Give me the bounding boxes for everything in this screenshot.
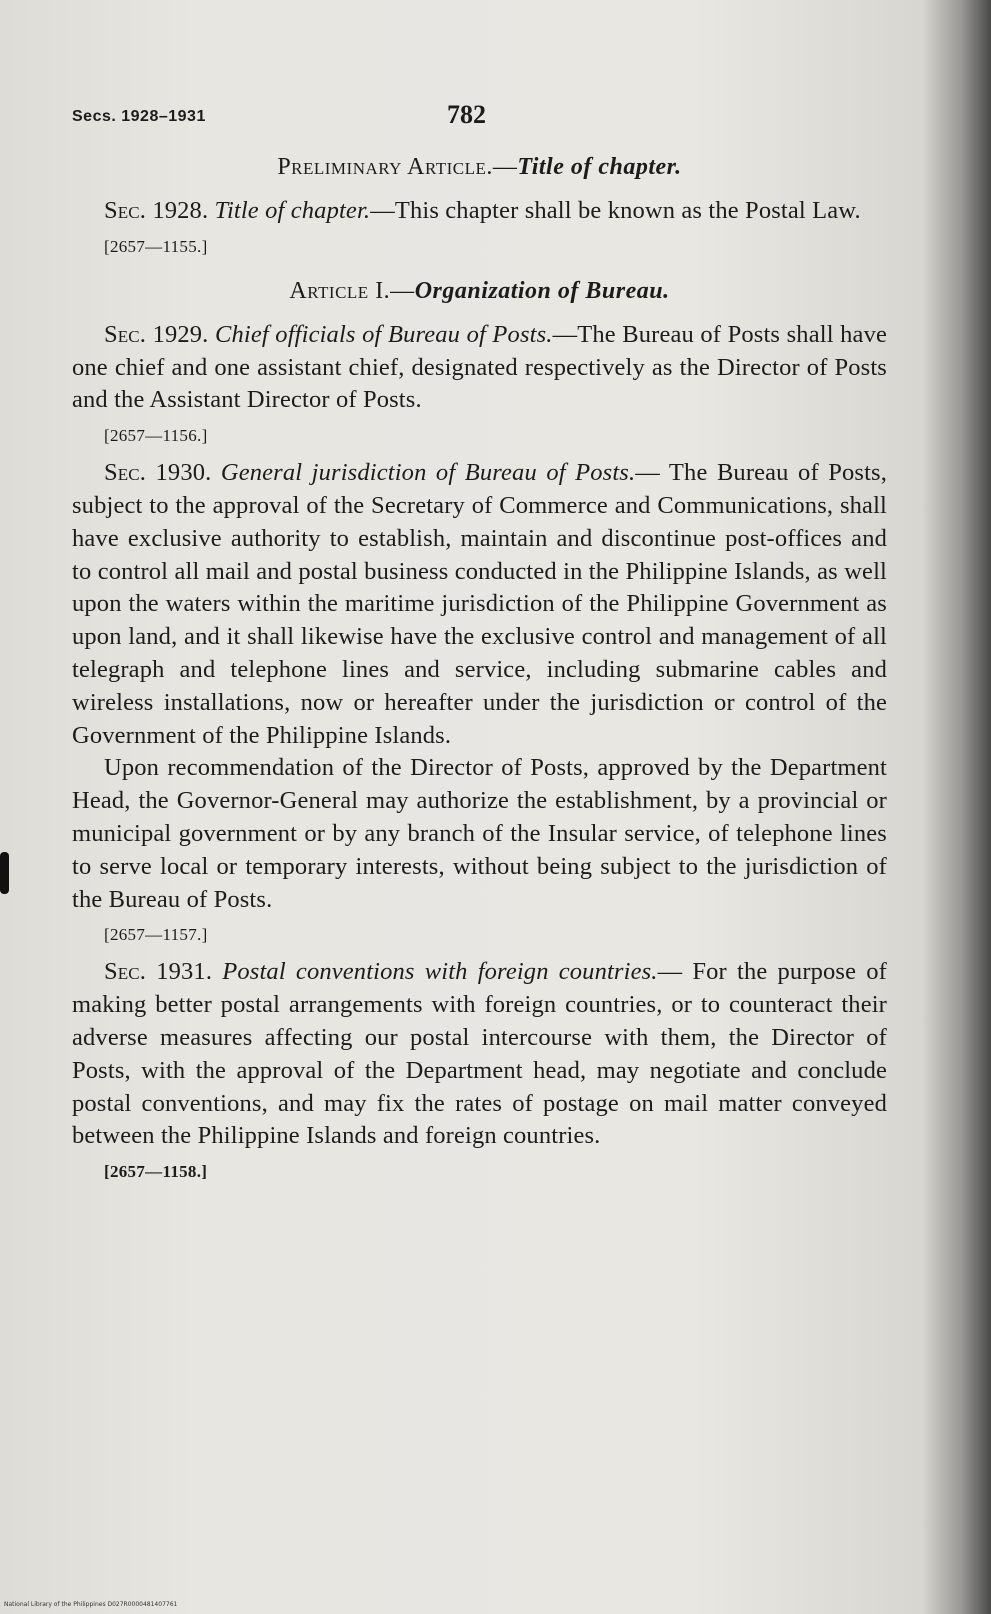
page-content [72, 100, 887, 1193]
running-head [72, 100, 887, 136]
article-1-heading: Article I.—Organization of Bureau. [289, 277, 670, 304]
reference-1157: [2657—1157.] [104, 925, 208, 945]
reference-1155: [2657—1155.] [104, 236, 208, 256]
section-1929: Sec. 1929. Chief officials of Bureau of Posts.—The Bureau of Posts shall have one chief and one assistant chief, designated respectively as the Director of Posts and the Assistant Director of Posts. [72, 320, 887, 414]
binding-mark [0, 852, 9, 894]
section-1928: Sec. 1928. Title of chapter.—This chapter shall be known as the Postal Law. [104, 197, 861, 224]
reference-1156: [2657—1156.] [104, 426, 208, 446]
section-range: Secs. 1928–1931 [72, 108, 206, 125]
preliminary-article-heading: Preliminary Article.—Title of chapter. [277, 154, 682, 180]
reference-1158: [2657—1158.] [104, 1162, 208, 1182]
page-number: 782 [447, 100, 486, 129]
section-1930-paragraph-2: Upon recommendation of the Director of Posts, approved by the Department Head, the Governor-General may authorize the establishment, by a provincial or municipal government or by any branch of the Insular service, of telephone lines to serve local or temporary interests, without being subject to the jurisdiction of the Bureau of Posts. [72, 754, 887, 913]
library-footer: National Library of the Philippines D027R0000481407761 [4, 1601, 178, 1608]
section-1930: Sec. 1930. General jurisdiction of Bureau of Posts.— The Bureau of Posts, subject to the approval of the Secretary of Commerce and Communications, shall have exclusive authority to establish, maintain and discontinue post-offices and to control all mail and postal business conducted in the Philippine Islands, as well upon the waters within the maritime jurisdiction of the Philippine Government as upon land, and it shall likewise have the exclusive control and management of all telegraph and telephone lines and service, including submarine cables and wireless installations, now or hereafter under the jurisdiction or control of the Government of the Philippine Islands. [72, 459, 887, 749]
section-1931: Sec. 1931. Postal conventions with foreign countries.— For the purpose of making better postal arrangements with foreign countries, or to counteract their adverse measures affecting our postal intercourse with them, the Director of Posts, with the approval of the Department head, may negotiate and conclude postal conventions, and may fix the rates of postage on mail matter conveyed between the Philippine Islands and foreign countries. [72, 958, 887, 1150]
